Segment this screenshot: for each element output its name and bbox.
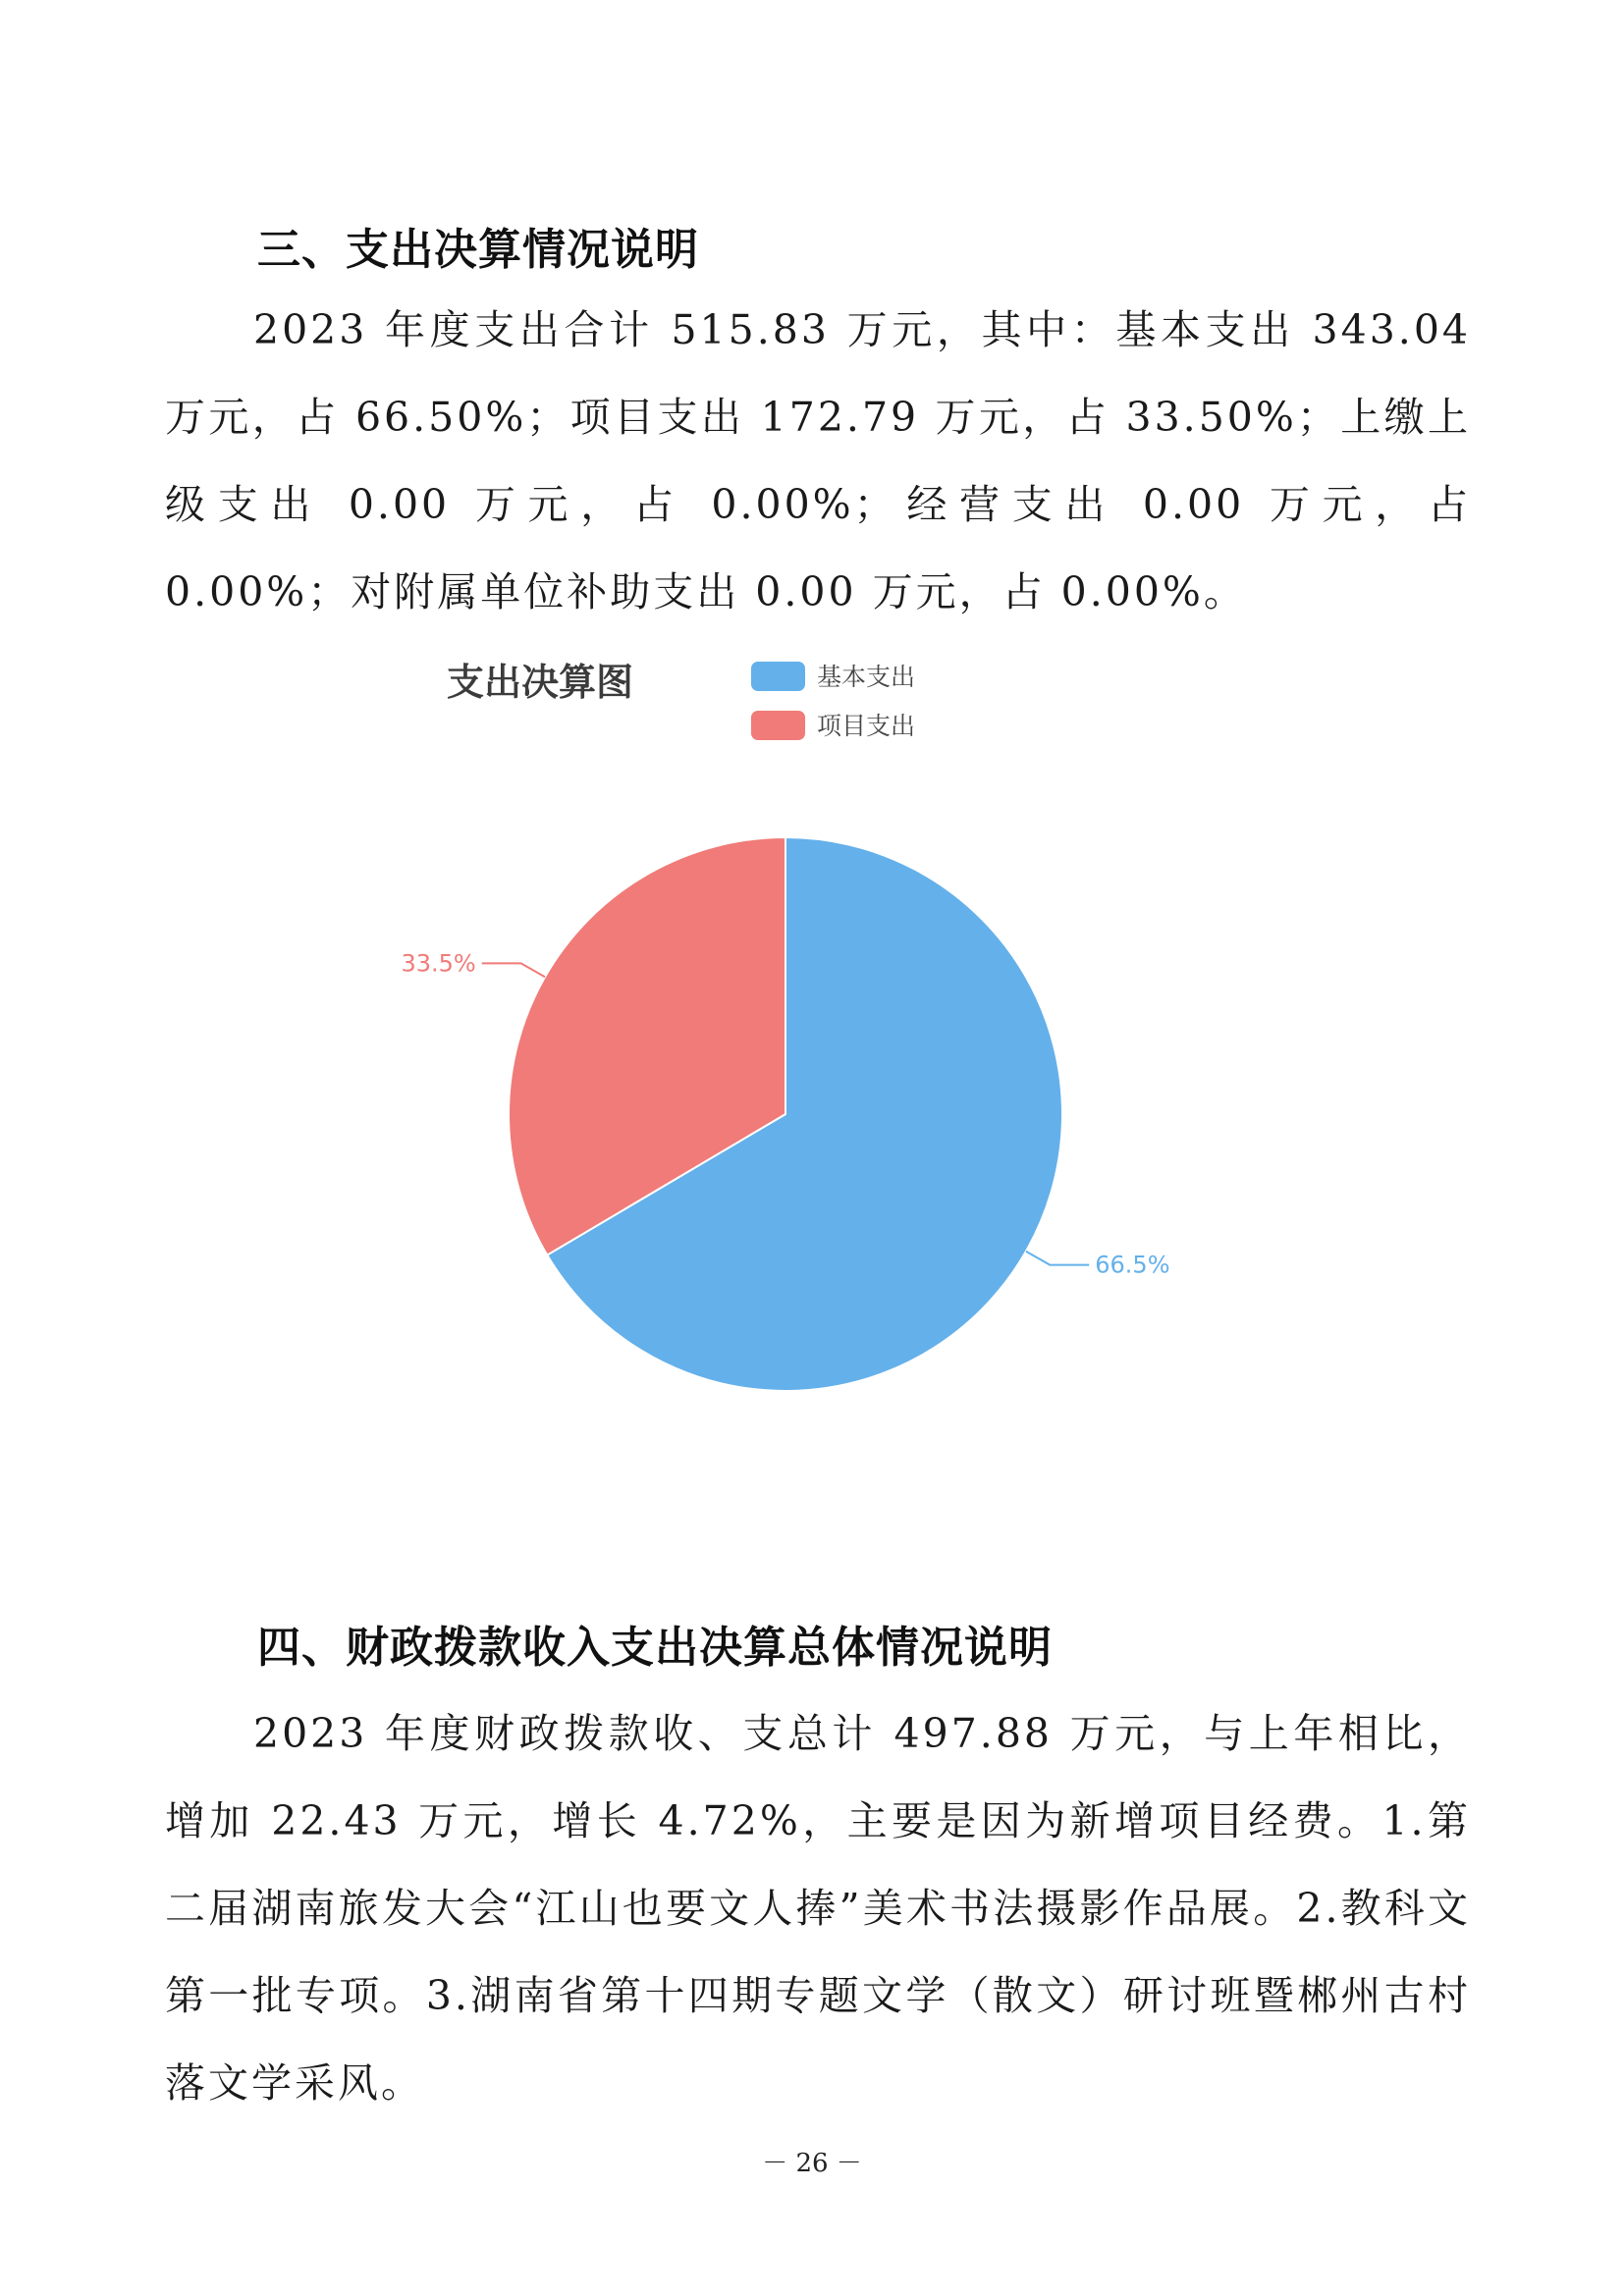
legend-swatch-2 [751, 711, 805, 740]
legend-label-2: 项目支出 [817, 712, 916, 740]
pie-slice-label-2: 33.5% [401, 949, 476, 978]
section-heading-fiscal-appropriation: 四、财政拨款收入支出决算总体情况说明 [257, 1623, 1053, 1673]
page-number: － 26 － [762, 2149, 862, 2178]
section-heading-expenditure: 三、支出决算情况说明 [257, 225, 699, 275]
pie-slices [509, 837, 1062, 1391]
chart-legend [751, 662, 915, 740]
legend-label-1: 基本支出 [817, 663, 916, 691]
pie-leader-line-1 [1026, 1252, 1089, 1265]
pie-leader-line-2 [482, 963, 545, 977]
expenditure-pie-chart [295, 638, 1276, 1423]
expenditure-paragraph: 2023 年度支出合计 515.83 万元，其中：基本支出 343.04 万元，占 66.50%；项目支出 172.79 万元，占 33.50%；上缴上级支出 0.00 万元，占 0.00%；经营支出 0.00 万元，占 0.00%；对附属单位补助支出 0.00 万元，占 0.00%。 [165, 306, 1471, 615]
pie-slice-label-1: 66.5% [1095, 1251, 1170, 1279]
fiscal-appropriation-paragraph: 2023 年度财政拨款收、支总计 497.88 万元，与上年相比，增加 22.43 万元，增长 4.72%，主要是因为新增项目经费。1.第二届湖南旅发大会“江山也要文人捧”美术书法摄影作品展。2.教科文第一批专项。3.湖南省第十四期专题文学（散文）研讨班暨郴州古村落文学采风。 [165, 1710, 1471, 2107]
chart-title: 支出决算图 [447, 661, 634, 704]
legend-swatch-1 [751, 662, 805, 691]
